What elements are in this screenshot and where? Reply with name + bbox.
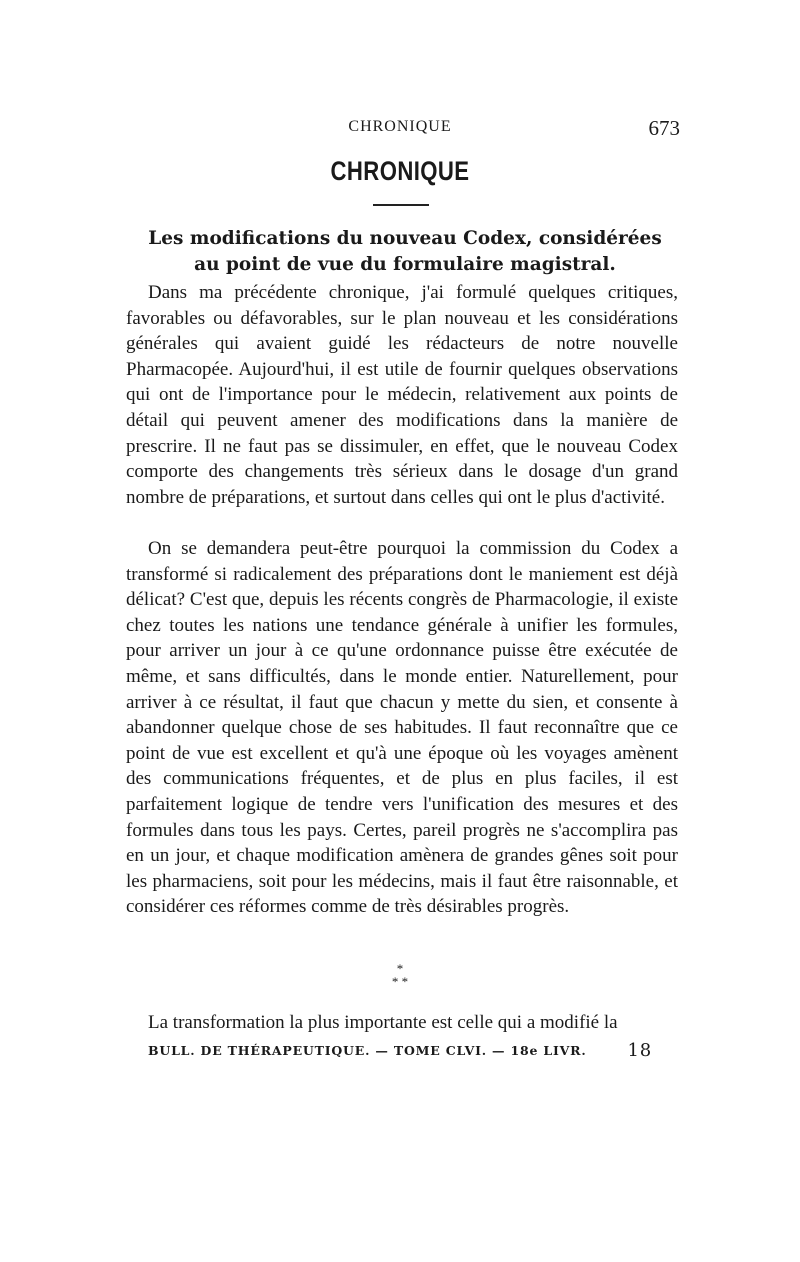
paragraph-2	[126, 536, 678, 920]
footer-signature: BULL. DE THÉRAPEUTIQUE. — TOME CLVI. — 18e LIVR.	[148, 1043, 587, 1058]
paragraph-text: On se demandera peut-être pourquoi la commission du Codex a transformé si radicalement des préparations dont le maniement est déjà délicat? C'est que, depuis les récents congrès de Pharmacologie, il existe chez toutes les nations une tendance générale à unifier les formules, pour arriver un jour à ce qu'une ordonnance puisse être exécutée de même, et sans difficultés, dans le monde entier. Naturellement, pour arriver à ce résultat, il faut que chacun y mette du sien, et consente à abandonner quelque chose de ses habitudes. Il faut reconnaître que ce point de vue est excellent et qu'à une époque où les voyages amènent des communications fréquentes, et de plus en plus faciles, il est parfaitement logique de tendre vers l'unification des mesures et des formules dans tous les pays. Certes, pareil progrès ne s'accomplira pas en un jour, et chaque modification amènera de grandes gênes soit pour les pharmaciens, soit pour les médecins, mais il faut être raisonnable, et considérer ces réformes comme de très désirables progrès.	[126, 538, 678, 918]
running-title: CHRONIQUE	[348, 118, 452, 135]
paragraph-text: Dans ma précédente chronique, j'ai formulé quelques critiques, favorables ou défavorables, sur le plan nouveau et les considérations générales qui avaient guidé les rédacteurs de notre nouvelle Pharmacopée. Aujourd'hui, il est utile de fournir quelques observations qui ont de l'importance pour le médecin, relativement aux points de détail qui peuvent amener des modifications dans la manière de prescrire. Il ne faut pas se dissimuler, en effet, que le nouveau Codex comporte des changements très sérieux dans le dosage d'un grand nombre de préparations, et surtout dans celles qui ont le plus d'activité.	[126, 282, 678, 508]
running-head	[120, 118, 680, 140]
paragraph-1	[126, 280, 678, 510]
section-title: CHRONIQUE	[330, 156, 470, 186]
asterism-bottom: * *	[391, 974, 409, 989]
asterism-top: *	[396, 961, 404, 976]
asterism-separator	[383, 962, 417, 992]
title-rule	[373, 204, 429, 206]
paragraph-3	[126, 1010, 678, 1036]
page-number: 673	[648, 116, 680, 140]
footer-sheet-number: 18	[627, 1040, 652, 1061]
article-subtitle: Les modifications du nouveau Codex, considérées au point de vue du formulaire magistral.	[148, 228, 662, 275]
paragraph-text: La transformation la plus importante est celle qui a modifié la	[148, 1012, 618, 1033]
